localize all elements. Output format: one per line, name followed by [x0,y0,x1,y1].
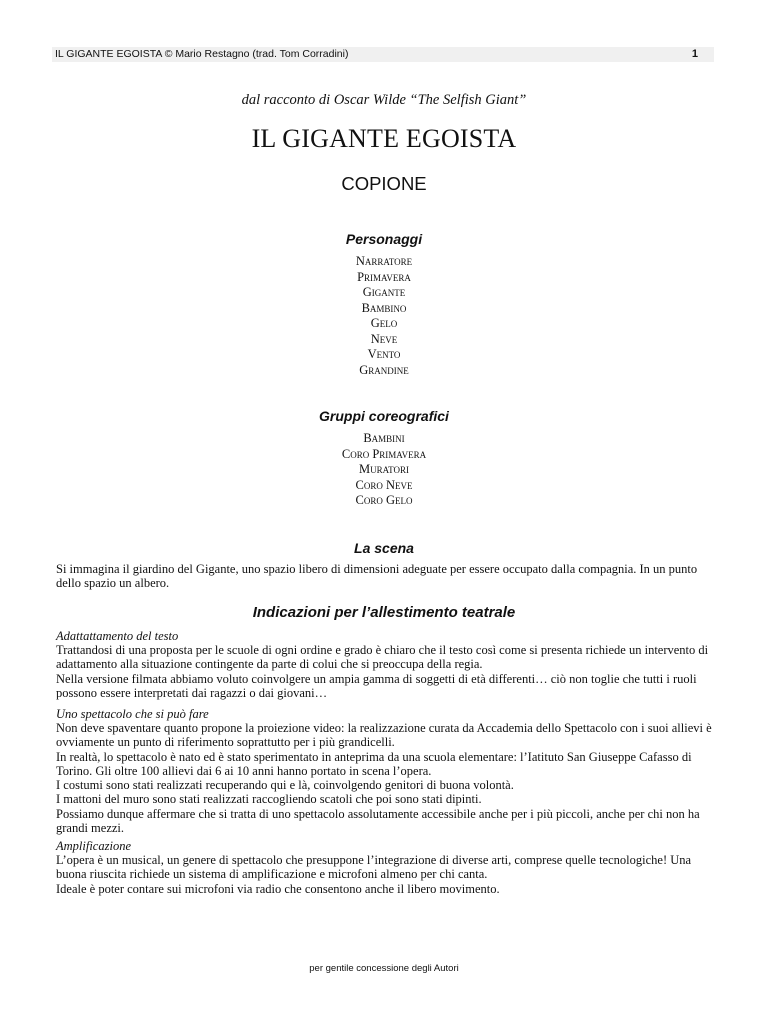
paragraph: Ideale è poter contare sui microfoni via radio che consentono anche il libero movimento. [56,881,500,896]
scene-text: Si immagina il giardino del Gigante, uno spazio libero di dimensioni adeguate per essere occupato dalla compagnia. In un punto dello spazio un albero. [56,562,698,591]
character-item: Vento [367,347,401,361]
character-item: Gigante [362,285,406,299]
section-subheading: Amplificazione [56,839,131,853]
character-item: Gelo [370,316,398,330]
paragraph: Non deve spaventare quanto propone la proiezione video: la realizzazione curata da Accademia dello Spettacolo con i suoi allievi è ovviamente un punto di riferimento soprattutto per i più grandicelli. [56,721,712,750]
page-footer: per gentile concessione degli Autori [309,963,459,974]
group-item: Bambini [363,431,405,445]
running-title: IL GIGANTE EGOISTA © Mario Restagno (trad. Tom Corradini) [55,48,349,60]
running-header [52,47,714,62]
section-subheading: Adattattamento del testo [56,629,179,643]
character-item: Primavera [357,269,411,284]
characters-list [0,254,768,378]
scene-heading: La scena [354,540,414,556]
groups-list [0,431,768,509]
document-type: COPIONE [341,173,427,194]
section-subheading: Uno spettacolo che si può fare [56,707,209,721]
paragraph: Trattandosi di una proposta per le scuole di ogni ordine e grado è chiaro che il testo così come si presenta richiede un intervento di adattamento alla situazione contingente da parte di colui che si preoccupa della regia. [56,643,709,672]
paragraph: L’opera è un musical, un genere di spettacolo che presuppone l’integrazione di diverse arti, comprese quelle tecnologiche! Una buona riuscita richiede un sistema di amplificazione e microfoni almeno per chi canta. [56,853,692,882]
character-item: Bambino [361,300,407,315]
section-body [56,643,718,700]
subtitle: dal racconto di Oscar Wilde “The Selfish Giant” [241,92,527,108]
paragraph: I costumi sono stati realizzati recuperando qui e là, coinvolgendo genitori di buona volontà. [56,778,514,793]
paragraph: In realtà, lo spettacolo è nato ed è stato sperimentato in anteprima da una scuola elementare: l’Iatituto San Giuseppe Cafasso di Torino. Gli oltre 100 allievi dai 6 ai 10 anni hanno portato in scena l’opera. [56,749,692,778]
group-item: Muratori [359,462,409,476]
group-item: Coro Neve [355,477,413,492]
section-body [56,853,718,896]
character-item: Narratore [355,254,413,268]
group-item: Coro Primavera [341,446,427,461]
paragraph: Possiamo dunque affermare che si tratta di uno spettacolo assolutamente accessibile anche per i più piccoli, anche per chi non ha grandi mezzi. [56,806,700,836]
section-body [56,721,718,835]
character-item: Neve [370,331,398,346]
characters-heading: Personaggi [345,231,423,247]
paragraph: Nella versione filmata abbiamo voluto coinvolgere un ampia gamma di soggetti di età differenti… ciò non toglie che tutti i ruoli possono essere interpretati dai ragazzi o dai giovani… [56,671,697,700]
group-item: Coro Gelo [355,493,413,507]
page-title: IL GIGANTE EGOISTA [251,124,517,153]
groups-heading: Gruppi coreografici [319,408,449,424]
staging-heading: Indicazioni per l’allestimento teatrale [252,604,516,621]
paragraph: I mattoni del muro sono stati realizzati raccogliendo scatoli che poi sono stati dipinti. [56,792,482,807]
character-item: Grandine [359,362,409,377]
page-number: 1 [691,48,698,60]
